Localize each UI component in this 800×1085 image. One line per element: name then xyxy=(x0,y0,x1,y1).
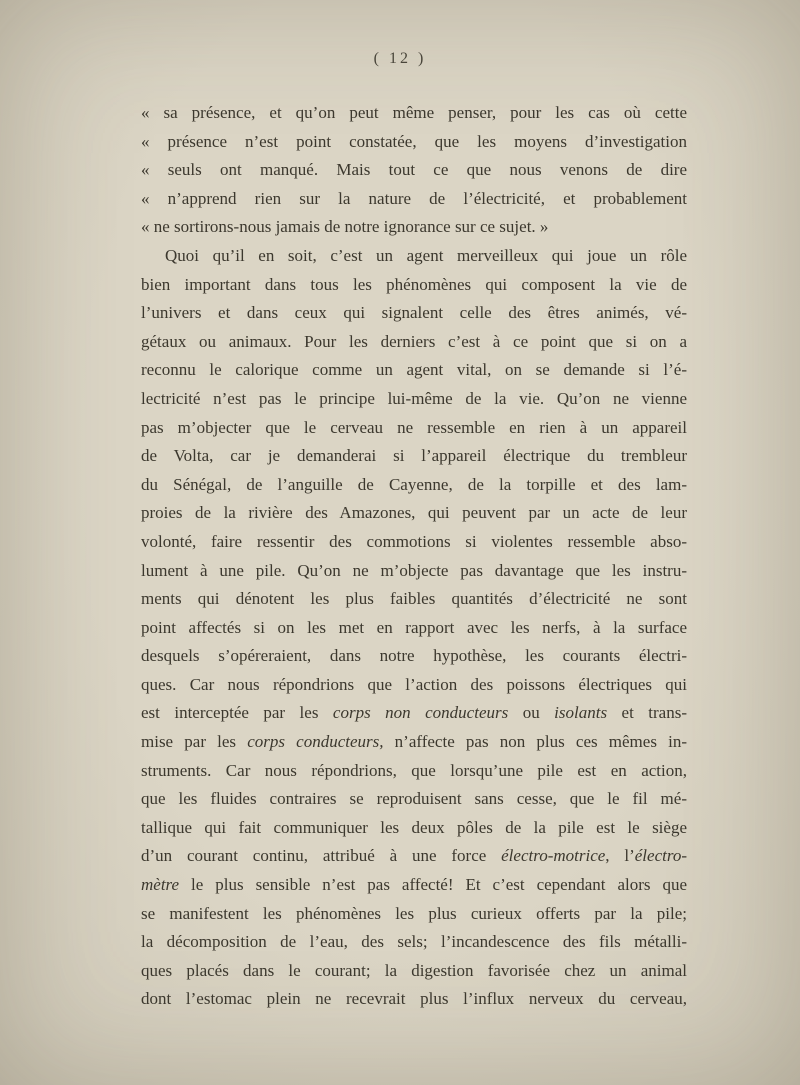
text-line xyxy=(141,185,687,214)
italic-text: mètre xyxy=(141,875,180,895)
body-text: « seuls ont manqué. Mais tout ce que nous venons de dire xyxy=(141,160,687,180)
text-line xyxy=(141,156,687,185)
text-line xyxy=(141,814,687,843)
body-text: point affectés si on les met en rapport avec les nerfs, à la surface xyxy=(141,617,687,637)
text-line xyxy=(141,785,687,814)
body-text: « ne sortirons-nous jamais de notre ignorance sur ce sujet. » xyxy=(141,217,549,237)
body-text: « n’apprend rien sur la nature de l’électricité, et probablement xyxy=(141,188,687,208)
body-text: de Volta, car je demanderai si l’appareil électrique du trembleur xyxy=(141,446,687,466)
body-text: est interceptée par les xyxy=(141,703,333,723)
text-line xyxy=(141,356,687,385)
body-text: , l’ xyxy=(605,846,635,866)
text-line xyxy=(141,842,687,871)
text-line xyxy=(141,728,687,757)
page-number: ( 12 ) xyxy=(373,50,427,67)
text-line xyxy=(141,499,687,528)
body-text: Quoi qu’il en soit, c’est un agent merveilleux qui joue un rôle xyxy=(165,245,687,265)
body-text: bien important dans tous les phénomènes qui composent la vie de xyxy=(141,274,687,294)
italic-text: isolants xyxy=(554,703,608,723)
text-line xyxy=(141,699,687,728)
body-text: ques placés dans le courant; la digestion favorisée chez un animal xyxy=(141,960,687,980)
body-text: lument à une pile. Qu’on ne m’objecte pas davantage que les instru- xyxy=(141,560,687,580)
text-line xyxy=(141,642,687,671)
text-line xyxy=(141,585,687,614)
body-text: la décomposition de l’eau, des sels; l’incandescence des fils métalli- xyxy=(141,932,687,952)
text-line xyxy=(141,900,687,929)
body-text: pas m’objecter que le cerveau ne ressemble en rien à un appareil xyxy=(141,417,687,437)
text-line xyxy=(141,957,687,986)
body-text: volonté, faire ressentir des commotions si violentes ressemble abso- xyxy=(141,531,687,551)
text-line xyxy=(141,414,687,443)
text-line xyxy=(141,385,687,414)
text-line xyxy=(141,328,687,357)
text-line xyxy=(141,299,687,328)
body-text: du Sénégal, de l’anguille de Cayenne, de la torpille et des lam- xyxy=(141,474,687,494)
text-line xyxy=(141,99,687,128)
body-text: ques. Car nous répondrions que l’action des poissons électriques qui xyxy=(141,674,687,694)
body-text: lectricité n’est pas le principe lui-même de la vie. Qu’on ne vienne xyxy=(141,388,687,408)
body-text: « sa présence, et qu’on peut même penser, pour les cas où cette xyxy=(141,103,687,122)
body-text: tallique qui fait communiquer les deux pôles de la pile est le siège xyxy=(141,817,687,837)
text-line xyxy=(141,871,687,900)
body-text: desquels s’opéreraient, dans notre hypothèse, les courants électri- xyxy=(141,646,687,666)
italic-text: corps non conducteurs xyxy=(332,703,509,723)
italic-text: électro- xyxy=(634,846,687,866)
body-text: le plus sensible n’est pas affecté! Et c’est cependant alors que xyxy=(179,875,687,895)
body-text: struments. Car nous répondrions, que lorsqu’une pile est en action, xyxy=(141,760,687,780)
body-text: n’affecte pas non plus ces mêmes in- xyxy=(383,732,687,752)
body-text: que les fluides contraires se reproduisent sans cesse, que le fil mé- xyxy=(141,789,687,809)
body-text: « présence n’est point constatée, que les moyens d’investigation xyxy=(141,131,687,151)
body-text: proies de la rivière des Amazones, qui peuvent par un acte de leur xyxy=(141,503,687,523)
body-text: mise par les xyxy=(141,732,248,752)
body-text: dont l’estomac plein ne recevrait plus l’influx nerveux du cerveau, xyxy=(141,989,687,1009)
text-block xyxy=(141,99,687,1014)
italic-text: électro-motrice xyxy=(501,846,606,866)
text-line xyxy=(141,928,687,957)
body-text: ments qui dénotent les plus faibles quantités d’électricité ne sont xyxy=(141,589,687,609)
text-line xyxy=(141,471,687,500)
body-text: d’un courant continu, attribué à une force xyxy=(141,846,502,866)
text-line xyxy=(141,757,687,786)
italic-text: corps conducteurs, xyxy=(247,732,384,752)
body-text: se manifestent les phénomènes les plus curieux offerts par la pile; xyxy=(141,903,687,923)
body-text: gétaux ou animaux. Pour les derniers c’est à ce point que si on a xyxy=(141,331,687,351)
text-line xyxy=(141,528,687,557)
text-line xyxy=(141,242,687,271)
text-line xyxy=(141,557,687,586)
text-line xyxy=(141,985,687,1014)
body-text: reconnu le calorique comme un agent vital, on se demande si l’é- xyxy=(141,360,687,380)
body-text: et trans- xyxy=(607,703,687,723)
body-text: l’univers et dans ceux qui signalent celle des êtres animés, vé- xyxy=(141,303,687,323)
text-line xyxy=(141,671,687,700)
text-line xyxy=(141,128,687,157)
text-line xyxy=(141,442,687,471)
text-line xyxy=(141,271,687,300)
text-line xyxy=(141,614,687,643)
body-text: ou xyxy=(508,703,555,723)
text-line xyxy=(141,213,687,242)
